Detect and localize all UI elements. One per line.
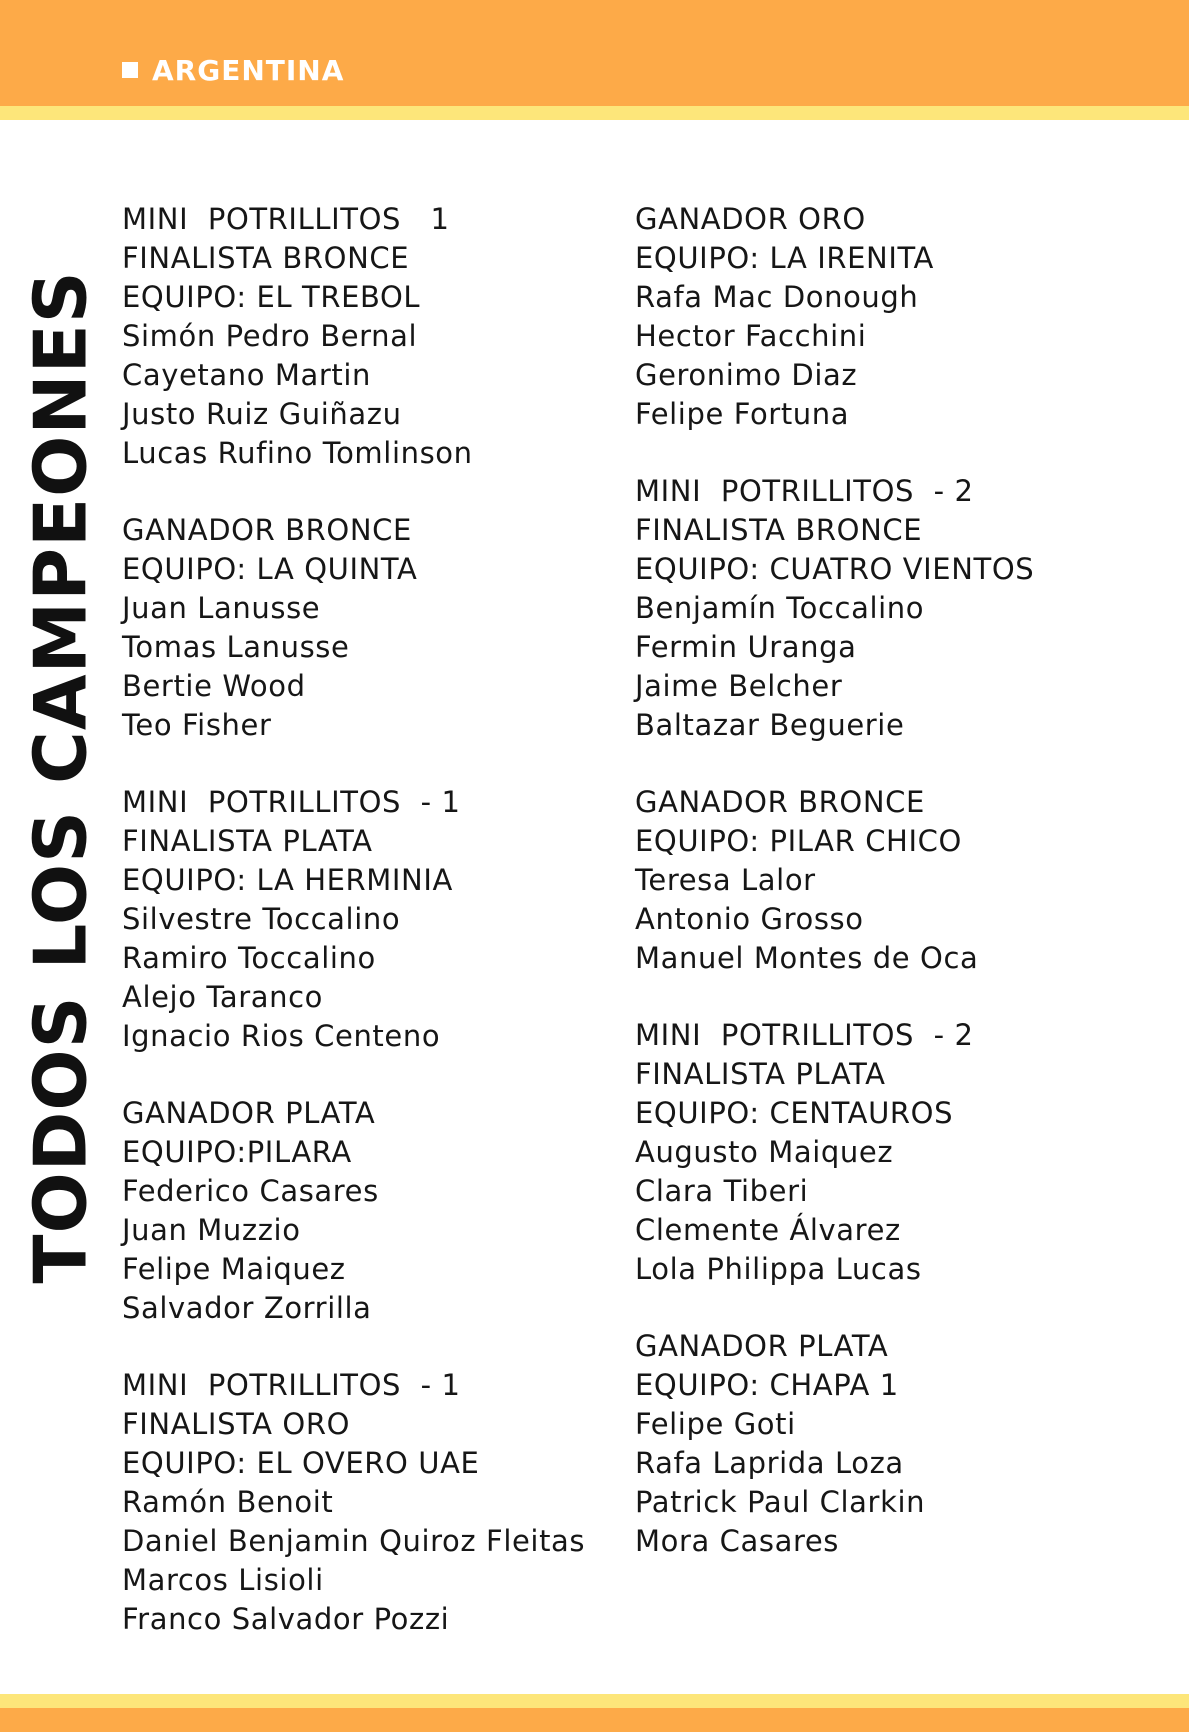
- player-name: Felipe Maiquez: [122, 1252, 346, 1286]
- category-heading: GANADOR PLATA: [122, 1096, 376, 1130]
- category-heading: MINI POTRILLITOS - 2: [635, 1018, 974, 1052]
- footer-band: [0, 1708, 1189, 1732]
- player-name: Juan Lanusse: [122, 591, 321, 625]
- player-name: Alejo Taranco: [122, 980, 324, 1014]
- team-name: EQUIPO: CHAPA 1: [635, 1368, 899, 1402]
- player-name: Daniel Benjamin Quiroz Fleitas: [122, 1524, 586, 1558]
- placement-label: FINALISTA ORO: [122, 1407, 351, 1441]
- results-entry: [635, 783, 1180, 978]
- player-name: Ramiro Toccalino: [122, 941, 376, 975]
- results-entry: [122, 783, 642, 1056]
- player-name: Simón Pedro Bernal: [122, 319, 418, 353]
- player-name: Hector Facchini: [635, 319, 867, 353]
- category-heading: GANADOR BRONCE: [635, 785, 925, 819]
- team-name: EQUIPO: CUATRO VIENTOS: [635, 552, 1035, 586]
- category-heading: MINI POTRILLITOS - 1: [122, 1368, 461, 1402]
- results-entry: [122, 1094, 642, 1328]
- player-name: Felipe Goti: [635, 1407, 796, 1441]
- placement-label: FINALISTA BRONCE: [635, 513, 923, 547]
- placement-label: FINALISTA BRONCE: [122, 241, 410, 275]
- player-name: Jaime Belcher: [635, 669, 843, 703]
- player-name: Justo Ruiz Guiñazu: [122, 397, 402, 431]
- team-name: EQUIPO: LA IRENITA: [635, 241, 934, 275]
- placement-label: FINALISTA PLATA: [635, 1057, 886, 1091]
- player-name: Ramón Benoit: [122, 1485, 334, 1519]
- results-entry: [122, 1366, 642, 1639]
- player-name: Patrick Paul Clarkin: [635, 1485, 926, 1519]
- category-heading: MINI POTRILLITOS - 2: [635, 474, 974, 508]
- category-heading: GANADOR PLATA: [635, 1329, 889, 1363]
- results-entry: [122, 200, 642, 473]
- player-name: Lola Philippa Lucas: [635, 1252, 922, 1286]
- category-heading: GANADOR ORO: [635, 202, 866, 236]
- category-heading: MINI POTRILLITOS 1: [122, 202, 450, 236]
- player-name: Rafa Laprida Loza: [635, 1446, 904, 1480]
- results-entry: [635, 1327, 1180, 1561]
- player-name: Bertie Wood: [122, 669, 306, 703]
- right-column: [635, 200, 1180, 1599]
- header-section-label: [122, 50, 344, 90]
- team-name: EQUIPO: PILAR CHICO: [635, 824, 962, 858]
- results-entry: [635, 472, 1180, 745]
- placement-label: FINALISTA PLATA: [122, 824, 373, 858]
- player-name: Baltazar Beguerie: [635, 708, 905, 742]
- results-entry: [635, 1016, 1180, 1289]
- player-name: Manuel Montes de Oca: [635, 941, 979, 975]
- player-name: Geronimo Diaz: [635, 358, 858, 392]
- player-name: Marcos Lisioli: [122, 1563, 324, 1597]
- player-name: Felipe Fortuna: [635, 397, 850, 431]
- player-name: Teresa Lalor: [635, 863, 816, 897]
- page-title: TODOS LOS CAMPEONES: [19, 270, 104, 1284]
- header-stripe: [0, 106, 1189, 120]
- player-name: Rafa Mac Donough: [635, 280, 919, 314]
- player-name: Lucas Rufino Tomlinson: [122, 436, 473, 470]
- results-entry: [635, 200, 1180, 434]
- player-name: Antonio Grosso: [635, 902, 864, 936]
- player-name: Franco Salvador Pozzi: [122, 1602, 450, 1636]
- player-name: Clemente Álvarez: [635, 1213, 901, 1247]
- square-icon: [122, 62, 138, 78]
- player-name: Tomas Lanusse: [122, 630, 350, 664]
- category-heading: GANADOR BRONCE: [122, 513, 412, 547]
- player-name: Cayetano Martin: [122, 358, 372, 392]
- player-name: Ignacio Rios Centeno: [122, 1019, 441, 1053]
- player-name: Augusto Maiquez: [635, 1135, 894, 1169]
- left-column: [122, 200, 642, 1677]
- player-name: Clara Tiberi: [635, 1174, 809, 1208]
- team-name: EQUIPO: LA HERMINIA: [122, 863, 453, 897]
- player-name: Juan Muzzio: [122, 1213, 301, 1247]
- team-name: EQUIPO: EL TREBOL: [122, 280, 421, 314]
- player-name: Teo Fisher: [122, 708, 272, 742]
- team-name: EQUIPO: CENTAUROS: [635, 1096, 954, 1130]
- section-title: ARGENTINA: [152, 53, 345, 87]
- player-name: Benjamín Toccalino: [635, 591, 925, 625]
- team-name: EQUIPO:PILARA: [122, 1135, 352, 1169]
- player-name: Mora Casares: [635, 1524, 840, 1558]
- player-name: Federico Casares: [122, 1174, 379, 1208]
- results-entry: [122, 511, 642, 745]
- player-name: Salvador Zorrilla: [122, 1291, 372, 1325]
- team-name: EQUIPO: EL OVERO UAE: [122, 1446, 480, 1480]
- team-name: EQUIPO: LA QUINTA: [122, 552, 418, 586]
- player-name: Fermin Uranga: [635, 630, 857, 664]
- footer-stripe: [0, 1694, 1189, 1708]
- vertical-page-title: [20, 202, 102, 1352]
- player-name: Silvestre Toccalino: [122, 902, 401, 936]
- category-heading: MINI POTRILLITOS - 1: [122, 785, 461, 819]
